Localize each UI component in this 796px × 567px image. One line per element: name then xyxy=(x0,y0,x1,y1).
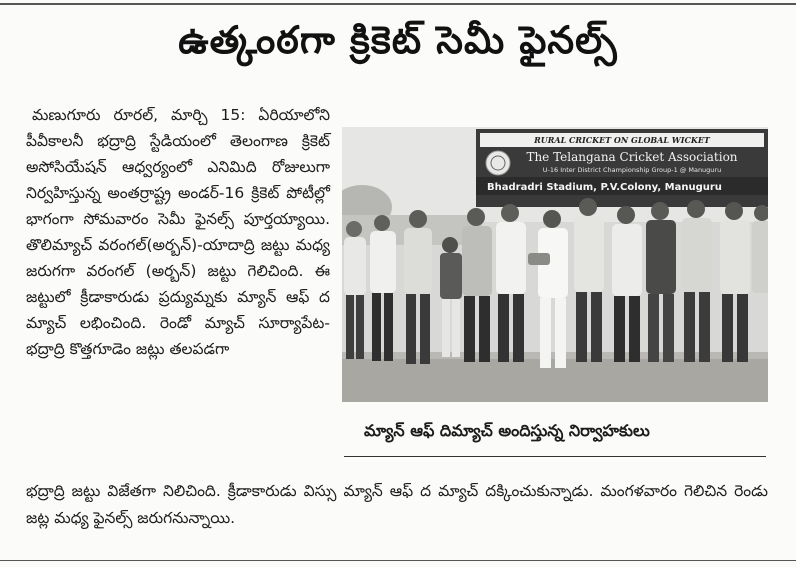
headline: ఉత్కంఠగా క్రికెట్ సెమీ ఫైనల్స్ xyxy=(178,18,618,62)
photo-caption: మ్యాన్ ఆఫ్ దిమ్యాచ్ అందిస్తున్న నిర్వాహకులు xyxy=(364,421,650,440)
banner-sub-text: U-16 Inter District Championship Group-1 @ Manuguru xyxy=(542,166,722,174)
article-bottom-text: భద్రాద్రి జట్టు విజేతగా నిలిచింది. క్రీడాకారుడు విస్సు మ్యాన్ ఆఫ్ ద మ్యాచ్ దక్కించుకున్నాడు. మంగళవారం గెలిచిన రెండు జట్ల మధ్య ఫైనల్స్ జరుగనున్నాయి. xyxy=(26,482,768,527)
banner-top-text: RURAL CRICKET ON GLOBAL WICKET xyxy=(534,135,710,145)
association-logo-icon xyxy=(486,151,510,175)
bottom-border-rule xyxy=(0,560,796,561)
photo-banner xyxy=(476,129,768,207)
banner-venue-text: Bhadradri Stadium, P.V.Colony, Manuguru xyxy=(487,182,722,193)
caption-rule xyxy=(344,456,766,457)
article-column xyxy=(26,102,330,362)
photo-illustration xyxy=(342,127,768,402)
banner-org-text: The Telangana Cricket Association xyxy=(526,150,738,164)
top-border-rule xyxy=(0,3,796,5)
article-column-text: మణుగూరు రూరల్, మార్చి 15: ఏరియాలోని పీవీకాలనీ భద్రాద్రి స్టేడియంలో తెలంగాణ క్రికెట్ అసోసియేషన్ ఆధ్వర్యంలో ఎనిమిది రోజులుగా నిర్వహిస్తున్న అంతర్రాష్ట్ర అండర్-16 క్రికెట్ పోటీల్లో భాగంగా సోమవారం సెమీ ఫైనల్స్ పూర్తయ్యాయి. తొలిమ్యాచ్ వరంగల్(అర్బన్)-యాదాద్రి జట్టు మధ్య జరుగగా వరంగల్ (అర్బన్) జట్టు గెలిచింది. ఈ జట్టులో క్రీడాకారుడు ప్రద్యుమ్నకు మ్యాన్ ఆఫ్ ద మ్యాచ్ లభించింది. రెండో మ్యాచ్ సూర్యాపేట- భద్రాద్రి కొత్తగూడెం జట్లు తలపడగా xyxy=(26,106,330,358)
award-object xyxy=(528,253,550,265)
article-bottom xyxy=(26,478,768,532)
news-photo xyxy=(342,127,768,402)
